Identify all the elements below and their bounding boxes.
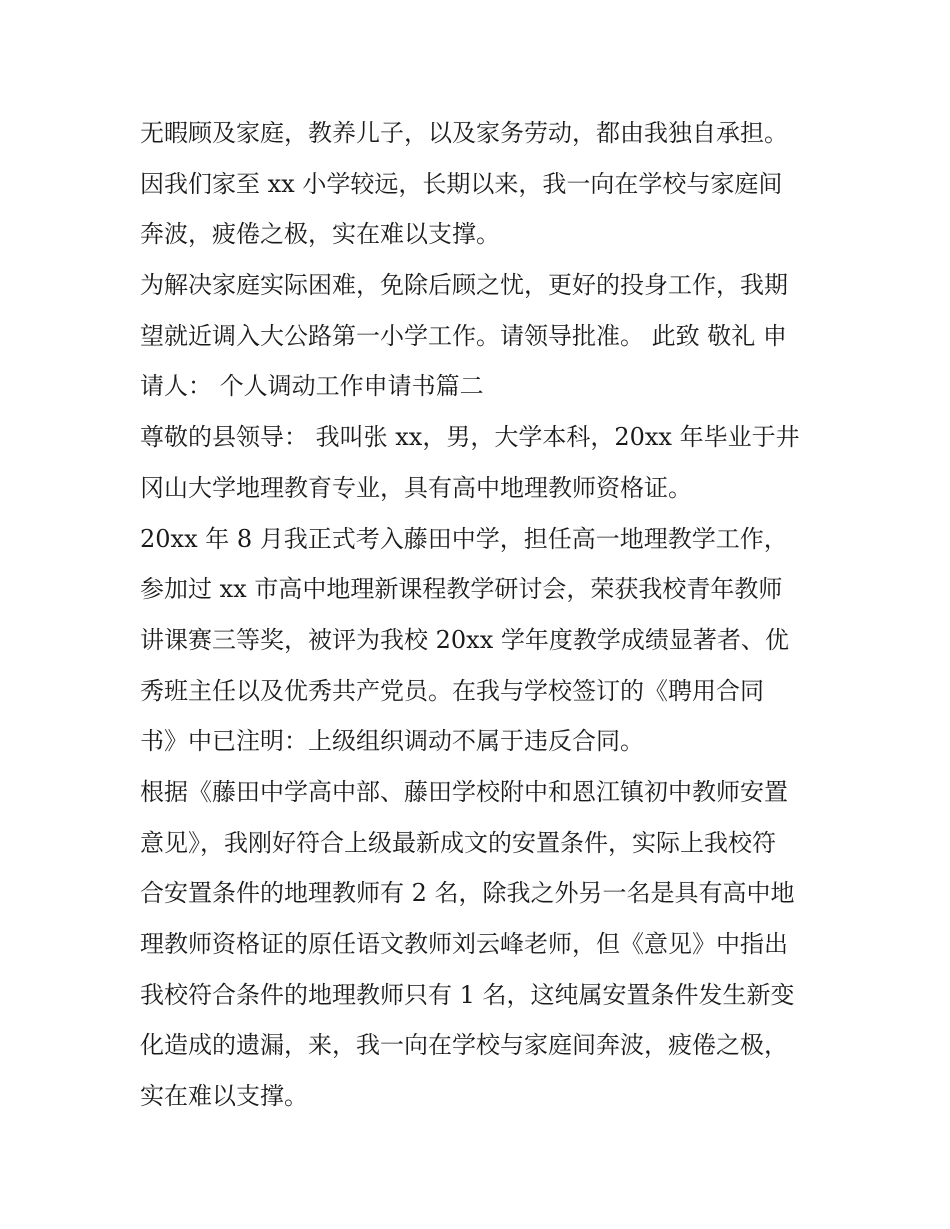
document-body [140,108,830,1122]
text-line: 无暇顾及家庭，教养儿子，以及家务劳动，都由我独自承担。 [140,119,788,147]
text-line: 因我们家至 xx 小学较远，长期以来，我一向在学校与家庭间 [140,169,783,198]
text-line: 化造成的遗漏，来，我一向在学校与家庭间奔波，疲倦之极， [140,1031,788,1060]
text-line: 请人： 个人调动工作申请书篇二 [140,372,484,401]
text-line: 为解决家庭实际困难，免除后顾之忧，更好的投身工作，我期 [140,271,788,300]
text-line: 意见》，我刚好符合上级最新成文的安置条件，实际上我校符 [140,828,776,857]
text-line: 尊敬的县领导： 我叫张 xx，男，大学本科，20xx 年毕业于井 [140,423,800,452]
text-line: 参加过 xx 市高中地理新课程教学研讨会，荣获我校青年教师 [140,575,783,604]
text-line: 理教师资格证的原任语文教师刘云峰老师，但《意见》中指出 [140,930,788,958]
text-line: 奔波，疲倦之极，实在难以支撑。 [140,220,500,249]
text-line: 秀班主任以及优秀共产党员。在我与学校签订的《聘用合同 [140,676,764,705]
text-line: 冈山大学地理教育专业，具有高中地理教师资格证。 [140,473,692,502]
text-line: 讲课赛三等奖，被评为我校 20xx 学年度教学成绩显著者、优 [140,625,789,654]
text-line: 实在难以支撑。 [140,1082,308,1111]
text-line: 合安置条件的地理教师有 2 名，除我之外另一名是具有高中地 [140,879,795,908]
text-line: 根据《藤田中学高中部、藤田学校附中和恩江镇初中教师安置 [140,777,788,806]
text-line: 书》中已注明：上级组织调动不属于违反合同。 [140,727,644,756]
text-line: 我校符合条件的地理教师只有 1 名，这纯属安置条件发生新变 [140,980,795,1009]
text-line: 望就近调入大公路第一小学工作。请领导批准。 此致 敬礼 申 [140,321,787,350]
text-line: 20xx 年 8 月我正式考入藤田中学，担任高一地理教学工作， [140,524,788,553]
